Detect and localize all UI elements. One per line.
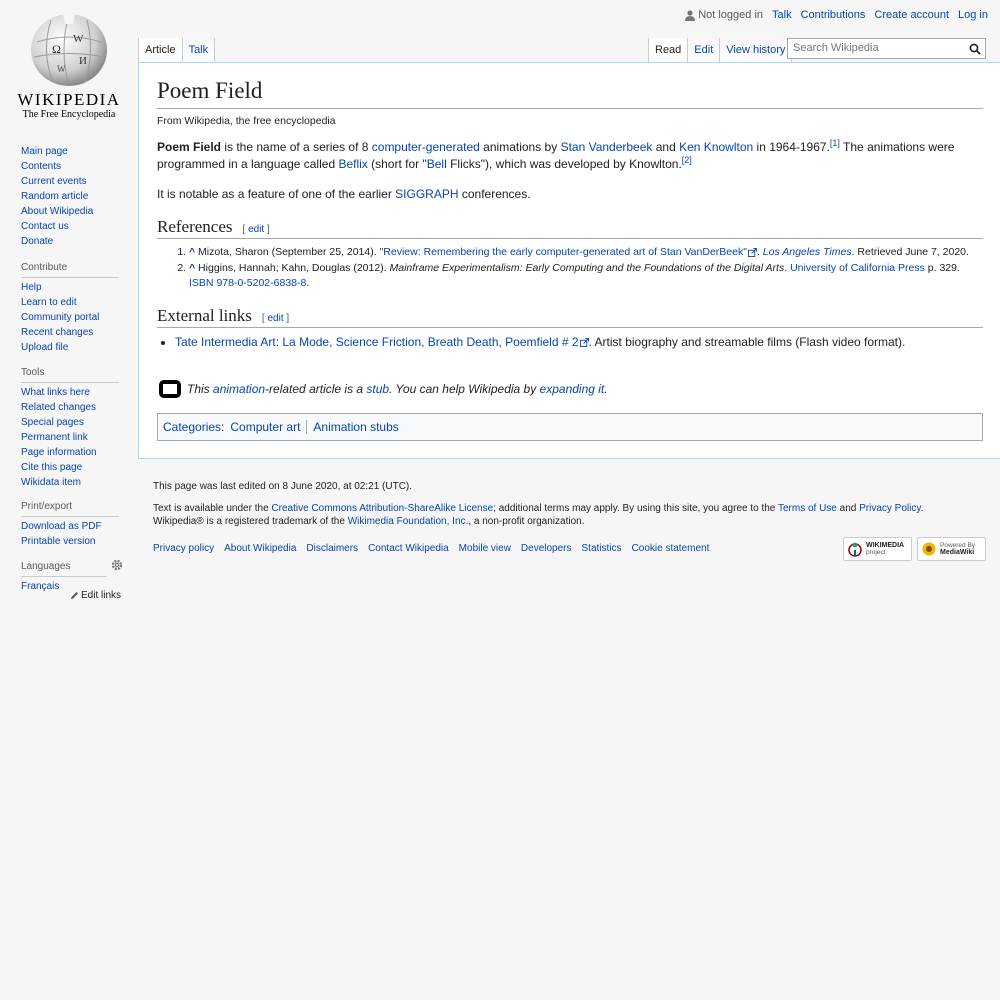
main-content xyxy=(138,62,1000,459)
tab-article[interactable]: Article xyxy=(139,38,183,62)
link-stan-vanderbeek[interactable]: Stan Vanderbeek xyxy=(560,139,653,154)
link-computer-generated[interactable]: computer-generated xyxy=(371,139,480,154)
logo-tagline: The Free Encyclopedia xyxy=(22,109,116,120)
wikimedia-project-badge[interactable]: WIKIMEDIA project xyxy=(843,537,912,561)
footer-statistics[interactable]: Statistics xyxy=(581,543,622,554)
footer-developers[interactable]: Developers xyxy=(520,543,572,554)
ref2-publisher-link[interactable]: University of California Press xyxy=(790,262,925,275)
sidebar-item-wikidata[interactable]: Wikidata item xyxy=(21,477,82,488)
category-animation-stubs[interactable]: Animation stubs xyxy=(313,419,399,434)
external-links-list xyxy=(157,334,983,351)
external-links-heading: External links [ edit ] xyxy=(157,306,983,328)
edit-references-link[interactable]: edit xyxy=(248,223,265,235)
external-link-icon xyxy=(580,338,589,347)
tab-edit[interactable]: Edit xyxy=(688,38,720,62)
pencil-icon xyxy=(70,591,79,600)
external-edit: [ edit ] xyxy=(261,312,290,324)
sidebar-item-special-pages[interactable]: Special pages xyxy=(21,417,84,428)
tab-view-history[interactable]: View history xyxy=(720,38,792,62)
sidebar-print xyxy=(21,499,121,549)
terms-link[interactable]: Terms of Use xyxy=(777,503,837,514)
sidebar-item-page-information[interactable]: Page information xyxy=(21,447,97,458)
ref1-publisher-link[interactable]: Los Angeles Times xyxy=(762,245,852,258)
not-logged-in-label: Not logged in xyxy=(698,9,764,21)
references-edit: [ edit ] xyxy=(242,223,270,235)
contribute-heading: Contribute xyxy=(21,260,119,278)
references-heading: References [ edit ] xyxy=(157,217,983,239)
wikipedia-logo[interactable] xyxy=(0,0,138,130)
sidebar-contribute xyxy=(21,260,121,355)
reference-item: 1. ^ Mizota, Sharon (September 25, 2014). "Review: Remembering the early computer-generated art of Stan VanDerBeek" . Los Angeles Times. Retrieved June 7, 2020. xyxy=(189,245,983,260)
license-text: Text is available under the Creative Commons Attribution-ShareAlike License; additional terms may apply. By using this site, you agree to the Terms of Use and Privacy Policy. Wikipedia® is a registered trademark of the Wikimedia Foundation, Inc., a non-profit organization. xyxy=(153,503,924,527)
sidebar-item-help[interactable]: Help xyxy=(21,282,42,293)
animation-link[interactable]: animation xyxy=(213,381,266,396)
search-input[interactable] xyxy=(788,39,968,57)
bold-title: Poem Field xyxy=(157,139,222,154)
ref-backlink[interactable]: ^ xyxy=(189,262,196,275)
isbn-link[interactable]: ISBN xyxy=(189,277,214,290)
external-link-icon xyxy=(748,248,757,257)
expanding-it-link[interactable]: expanding it xyxy=(539,381,605,396)
sidebar-navigation xyxy=(21,144,121,249)
sidebar-item-about[interactable]: About Wikipedia xyxy=(21,206,94,217)
footer-disclaimers[interactable]: Disclaimers xyxy=(306,543,359,554)
link-beflix[interactable]: Beflix xyxy=(338,157,368,172)
category-computer-art[interactable]: Computer art xyxy=(230,419,301,434)
mediawiki-sunflower-icon xyxy=(921,541,937,557)
last-edited: This page was last edited on 8 June 2020, at 02:21 (UTC). xyxy=(153,481,413,492)
login-link[interactable]: Log in xyxy=(958,9,988,21)
svg-text:Ω: Ω xyxy=(52,42,61,56)
search-icon[interactable] xyxy=(969,43,981,55)
talk-link[interactable]: Talk xyxy=(772,9,792,21)
mediawiki-badge[interactable]: Powered By MediaWiki xyxy=(917,537,986,561)
search-box xyxy=(787,38,986,59)
references-list xyxy=(157,245,983,292)
svg-text:W: W xyxy=(57,64,66,74)
category-box: Categories : Computer art Animation stubs xyxy=(157,413,983,441)
print-heading: Print/export xyxy=(21,499,119,517)
puzzle-globe-icon xyxy=(29,12,109,88)
wikimedia-foundation-link[interactable]: Wikimedia Foundation, Inc. xyxy=(347,516,469,527)
tab-read[interactable]: Read xyxy=(649,38,688,62)
ref-backlink[interactable]: ^ xyxy=(189,245,196,258)
user-icon xyxy=(685,10,695,21)
tab-talk[interactable]: Talk xyxy=(183,38,216,62)
not-logged-in xyxy=(685,9,763,21)
page-title: Poem Field xyxy=(157,77,983,109)
reference-item: 2. ^ Higgins, Hannah; Kahn, Douglas (2012). Mainframe Experimentalism: Early Computing and the Foundations of the Digital Arts. University of California Press p. 329. ISBN 978-0-5202-6838-8. xyxy=(189,261,983,291)
privacy-policy-link[interactable]: Privacy Policy xyxy=(859,503,921,514)
languages-heading: Languages xyxy=(21,559,107,577)
ref1-article-link[interactable]: "Review: Remembering the early computer-generated art of Stan VanDerBeek" xyxy=(379,245,747,258)
sidebar-item-main-page[interactable]: Main page xyxy=(21,146,68,157)
sidebar-item-related-changes[interactable]: Related changes xyxy=(21,402,97,413)
tate-link[interactable]: Tate Intermedia Art: La Mode, Science Friction, Breath Death, Poemfield # 2 xyxy=(175,334,579,349)
link-bell[interactable]: Bell xyxy=(426,157,447,172)
ref-2[interactable]: [2] xyxy=(681,155,692,166)
footer-badges xyxy=(843,537,986,561)
namespace-tabs xyxy=(138,38,215,62)
footer-mobile-view[interactable]: Mobile view xyxy=(458,543,511,554)
sidebar-item-download-pdf[interactable]: Download as PDF xyxy=(21,521,102,532)
sidebar-item-recent-changes[interactable]: Recent changes xyxy=(21,327,94,338)
categories-link[interactable]: Categories xyxy=(163,419,222,434)
edit-links-label: Edit links xyxy=(81,590,122,601)
svg-text:И: И xyxy=(79,55,87,67)
cc-license-link[interactable]: Creative Commons Attribution-ShareAlike License xyxy=(271,503,494,514)
view-tabs xyxy=(648,38,792,62)
sidebar-item-random-article[interactable]: Random article xyxy=(21,191,89,202)
sidebar-item-donate[interactable]: Donate xyxy=(21,236,54,247)
contributions-link[interactable]: Contributions xyxy=(800,9,866,21)
intro-paragraph: Poem Field is the name of a series of 8 computer-generated animations by Stan Vanderbeek and Ken Knowlton in 1964-1967.[1] The animations were programmed in a language called Beflix (short for "Bell Flicks"), which was developed by Knowlton.[2] xyxy=(157,137,955,172)
sidebar-item-learn-to-edit[interactable]: Learn to edit xyxy=(21,297,77,308)
second-paragraph: It is notable as a feature of one of the earlier SIGGRAPH conferences. xyxy=(157,186,531,201)
footer-privacy[interactable]: Privacy policy xyxy=(153,543,215,554)
sidebar-item-contact[interactable]: Contact us xyxy=(21,221,69,232)
personal-tools xyxy=(685,9,988,21)
edit-external-link[interactable]: edit xyxy=(267,312,284,324)
sidebar-item-contents[interactable]: Contents xyxy=(21,161,62,172)
link-ken-knowlton[interactable]: Ken Knowlton xyxy=(679,139,754,154)
sidebar-item-permanent-link[interactable]: Permanent link xyxy=(21,432,88,443)
sidebar-tools xyxy=(21,365,121,490)
sidebar-item-cite[interactable]: Cite this page xyxy=(21,462,83,473)
isbn-number-link[interactable]: 978-0-5202-6838-8 xyxy=(216,277,307,290)
ref-1[interactable]: [1] xyxy=(829,137,840,148)
sidebar-item-current-events[interactable]: Current events xyxy=(21,176,87,187)
stub-notice: This animation-related article is a stub. You can help Wikipedia by expanding it. xyxy=(157,378,983,400)
wikimedia-icon xyxy=(847,541,863,557)
language-francais[interactable]: Français xyxy=(21,581,60,592)
gear-icon[interactable] xyxy=(111,559,123,571)
film-reel-icon xyxy=(157,378,183,400)
footer-contact[interactable]: Contact Wikipedia xyxy=(368,543,449,554)
sidebar-languages xyxy=(21,559,121,594)
footer-cookie[interactable]: Cookie statement xyxy=(631,543,710,554)
tools-heading: Tools xyxy=(21,365,119,383)
list-item: • Tate Intermedia Art: La Mode, Science Friction, Breath Death, Poemfield # 2 . Artist biography and streamable films (Flash video format). xyxy=(175,334,983,351)
footer-about[interactable]: About Wikipedia xyxy=(224,543,297,554)
stub-link[interactable]: stub xyxy=(366,381,390,396)
sidebar-item-upload-file[interactable]: Upload file xyxy=(21,342,69,353)
create-account-link[interactable]: Create account xyxy=(874,9,950,21)
wordmark: WIKIPEDIA xyxy=(17,90,121,109)
site-tagline: From Wikipedia, the free encyclopedia xyxy=(157,114,336,127)
edit-links[interactable] xyxy=(70,590,121,601)
svg-text:W: W xyxy=(73,33,84,45)
sidebar-item-printable[interactable]: Printable version xyxy=(21,536,96,547)
sidebar-item-community-portal[interactable]: Community portal xyxy=(21,312,100,323)
sidebar-item-what-links-here[interactable]: What links here xyxy=(21,387,90,398)
link-siggraph[interactable]: SIGGRAPH xyxy=(395,186,459,201)
